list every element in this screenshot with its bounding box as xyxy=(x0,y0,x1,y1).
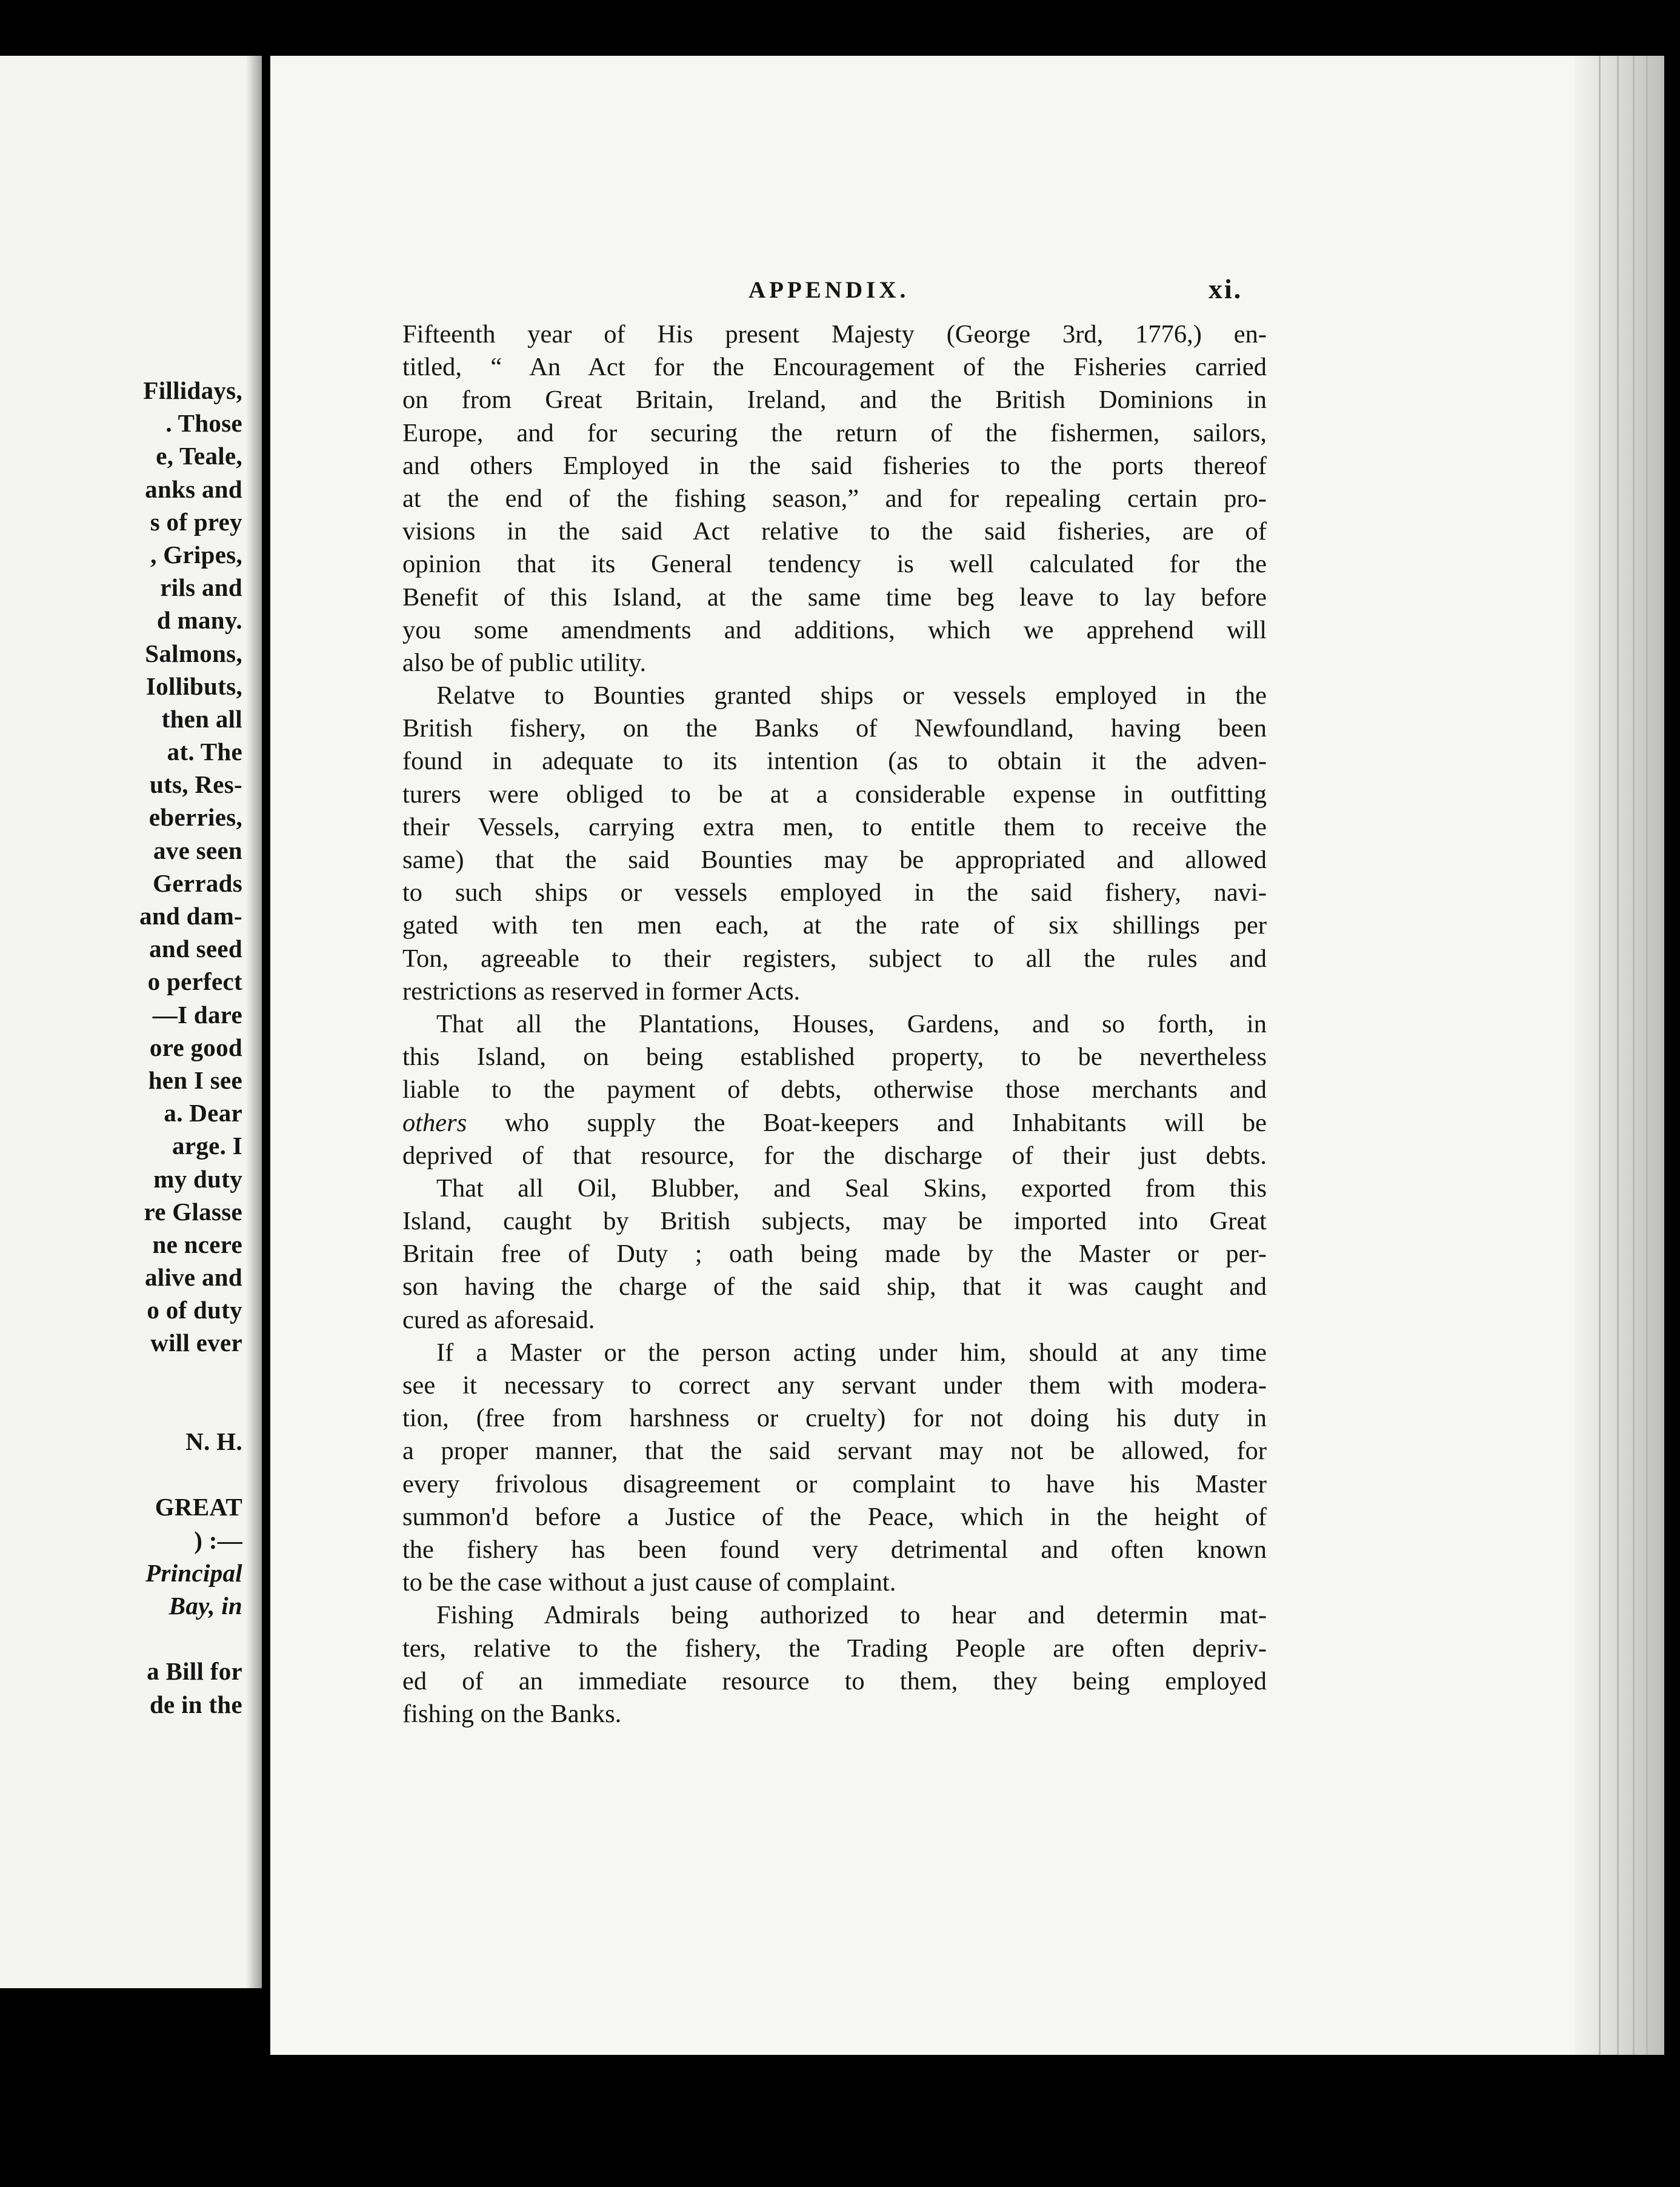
text-line: cured as aforesaid. xyxy=(402,1305,595,1334)
text-line: deprived of that resource, for the discharge of their just debts. xyxy=(402,1141,1267,1170)
text-line: see it necessary to correct any servant under them with modera- xyxy=(402,1371,1267,1400)
italic-word: others xyxy=(402,1108,467,1137)
facing-line: o perfect xyxy=(147,967,242,996)
facing-line: a. Dear xyxy=(164,1099,242,1127)
facing-line: de in the xyxy=(149,1690,242,1718)
text-line: Fifteenth year of His present Majesty (George 3rd, 1776,) en- xyxy=(402,320,1267,349)
appendix-text xyxy=(402,318,1267,1731)
page-stack-edge xyxy=(1575,56,1664,2055)
text-line: British fishery, on the Banks of Newfoundland, having been xyxy=(402,714,1267,743)
facing-line: ne ncere xyxy=(152,1230,242,1258)
facing-line: uts, Res- xyxy=(149,770,242,799)
page-gutter-shadow xyxy=(246,56,262,1988)
text-line: ed of an immediate resource to them, they being employed xyxy=(402,1666,1267,1695)
facing-line: re Glasse xyxy=(144,1197,242,1226)
facing-line: d many. xyxy=(156,606,242,635)
text-line: fishing on the Banks. xyxy=(402,1699,622,1728)
facing-line: then all xyxy=(161,704,242,733)
facing-line: anks and xyxy=(145,475,242,503)
text-line: on from Great Britain, Ireland, and the British Dominions in xyxy=(402,386,1267,415)
facing-line: N. H. xyxy=(185,1427,242,1455)
text-line: Fishing Admirals being authorized to hear and determin mat- xyxy=(436,1601,1267,1630)
text-line: visions in the said Act relative to the said fisheries, are of xyxy=(402,517,1267,546)
text-line: summon'd before a Justice of the Peace, which in the height of xyxy=(402,1502,1267,1531)
facing-line: and seed xyxy=(149,935,242,963)
facing-line: Salmons, xyxy=(145,639,242,667)
text-line xyxy=(402,1107,1267,1140)
text-line: Benefit of this Island, at the same time beg leave to lay before xyxy=(402,583,1267,612)
facing-line: and dam- xyxy=(139,902,242,930)
facing-line: eberries, xyxy=(148,803,242,832)
facing-page-text xyxy=(0,374,242,1721)
text-span: who supply the Boat-keepers and Inhabitants will be xyxy=(467,1108,1267,1137)
facing-line: ore good xyxy=(149,1033,242,1061)
facing-line xyxy=(0,1458,242,1491)
text-line: and others Employed in the said fisheries to the ports thereof xyxy=(402,451,1267,480)
facing-line: —I dare xyxy=(152,1000,242,1029)
text-line: liable to the payment of debts, otherwise those merchants and xyxy=(402,1075,1267,1104)
text-line: son having the charge of the said ship, that it was caught and xyxy=(402,1272,1267,1301)
text-line: Ton, agreeable to their registers, subject to all the rules and xyxy=(402,944,1267,973)
text-line: That all the Plantations, Houses, Gardens, and so forth, in xyxy=(436,1009,1267,1038)
text-line: also be of public utility. xyxy=(402,648,647,677)
facing-line: e, Teale, xyxy=(156,442,242,470)
text-line: Relatve to Bounties granted ships or vessels employed in the xyxy=(436,681,1267,710)
text-line: this Island, on being established property, to be nevertheless xyxy=(402,1043,1267,1072)
text-line: ters, relative to the fishery, the Trading People are often depriv- xyxy=(402,1634,1267,1663)
facing-line xyxy=(0,1392,242,1425)
text-line: Europe, and for securing the return of the fishermen, sailors, xyxy=(402,418,1267,447)
text-line: you some amendments and additions, which we apprehend will xyxy=(402,615,1267,644)
facing-line: o of duty xyxy=(147,1296,242,1324)
text-line: If a Master or the person acting under him, should at any time xyxy=(436,1338,1267,1367)
facing-line: Principal xyxy=(145,1558,242,1587)
text-line: Island, caught by British subjects, may be imported into Great xyxy=(402,1207,1267,1236)
facing-line: ave seen xyxy=(153,836,242,864)
facing-line: Gerrads xyxy=(153,869,242,897)
text-line: titled, “ An Act for the Encouragement of the Fisheries carried xyxy=(402,353,1267,382)
facing-line: . Those xyxy=(165,409,242,438)
text-line: every frivolous disagreement or complaint to have his Master xyxy=(402,1469,1267,1498)
facing-line: arge. I xyxy=(172,1132,242,1160)
facing-line xyxy=(0,1622,242,1655)
facing-line: will ever xyxy=(150,1329,242,1357)
text-line: turers were obliged to be at a considerable expense in outfitting xyxy=(402,780,1267,809)
facing-line: Iollibuts, xyxy=(145,672,242,700)
text-line: same) that the said Bounties may be appropriated and allowed xyxy=(402,846,1267,874)
facing-page-left xyxy=(0,56,262,1988)
facing-line: my duty xyxy=(153,1164,242,1193)
text-line: their Vessels, carrying extra men, to entitle them to receive the xyxy=(402,812,1267,841)
facing-line: Bay, in xyxy=(168,1591,242,1620)
facing-line: Fillidays, xyxy=(143,376,242,404)
facing-line: a Bill for xyxy=(147,1657,242,1686)
text-line: gated with ten men each, at the rate of six shillings per xyxy=(402,911,1267,940)
text-line: opinion that its General tendency is well calculated for the xyxy=(402,550,1267,579)
facing-line: alive and xyxy=(144,1263,242,1292)
text-line: at the end of the fishing season,” and for repealing certain pro- xyxy=(402,484,1267,513)
text-line: found in adequate to its intention (as to obtain it the adven- xyxy=(402,747,1267,776)
facing-line: rils and xyxy=(160,573,242,602)
text-line: That all Oil, Blubber, and Seal Skins, exported from this xyxy=(436,1174,1267,1203)
text-line: restrictions as reserved in former Acts. xyxy=(402,977,801,1006)
text-line: to be the case without a just cause of complaint. xyxy=(402,1568,896,1597)
facing-line: at. The xyxy=(167,738,242,766)
text-line: tion, (free from harshness or cruelty) for not doing his duty in xyxy=(402,1404,1267,1433)
running-head: APPENDIX. xyxy=(748,277,910,303)
facing-line: , Gripes, xyxy=(150,540,242,569)
facing-line: hen I see xyxy=(148,1066,242,1094)
facing-line xyxy=(0,1360,242,1392)
facing-line: s of prey xyxy=(150,507,242,536)
text-line: Britain free of Duty ; oath being made by the Master or per- xyxy=(402,1240,1267,1269)
text-line: a proper manner, that the said servant may not be allowed, for xyxy=(402,1437,1267,1466)
page-number: xi. xyxy=(1208,273,1243,304)
facing-line: ) :— xyxy=(194,1526,242,1554)
text-line: to such ships or vessels employed in the said fishery, navi- xyxy=(402,878,1267,907)
facing-line: GREAT xyxy=(155,1493,242,1521)
text-line: the fishery has been found very detrimental and often known xyxy=(402,1535,1267,1564)
